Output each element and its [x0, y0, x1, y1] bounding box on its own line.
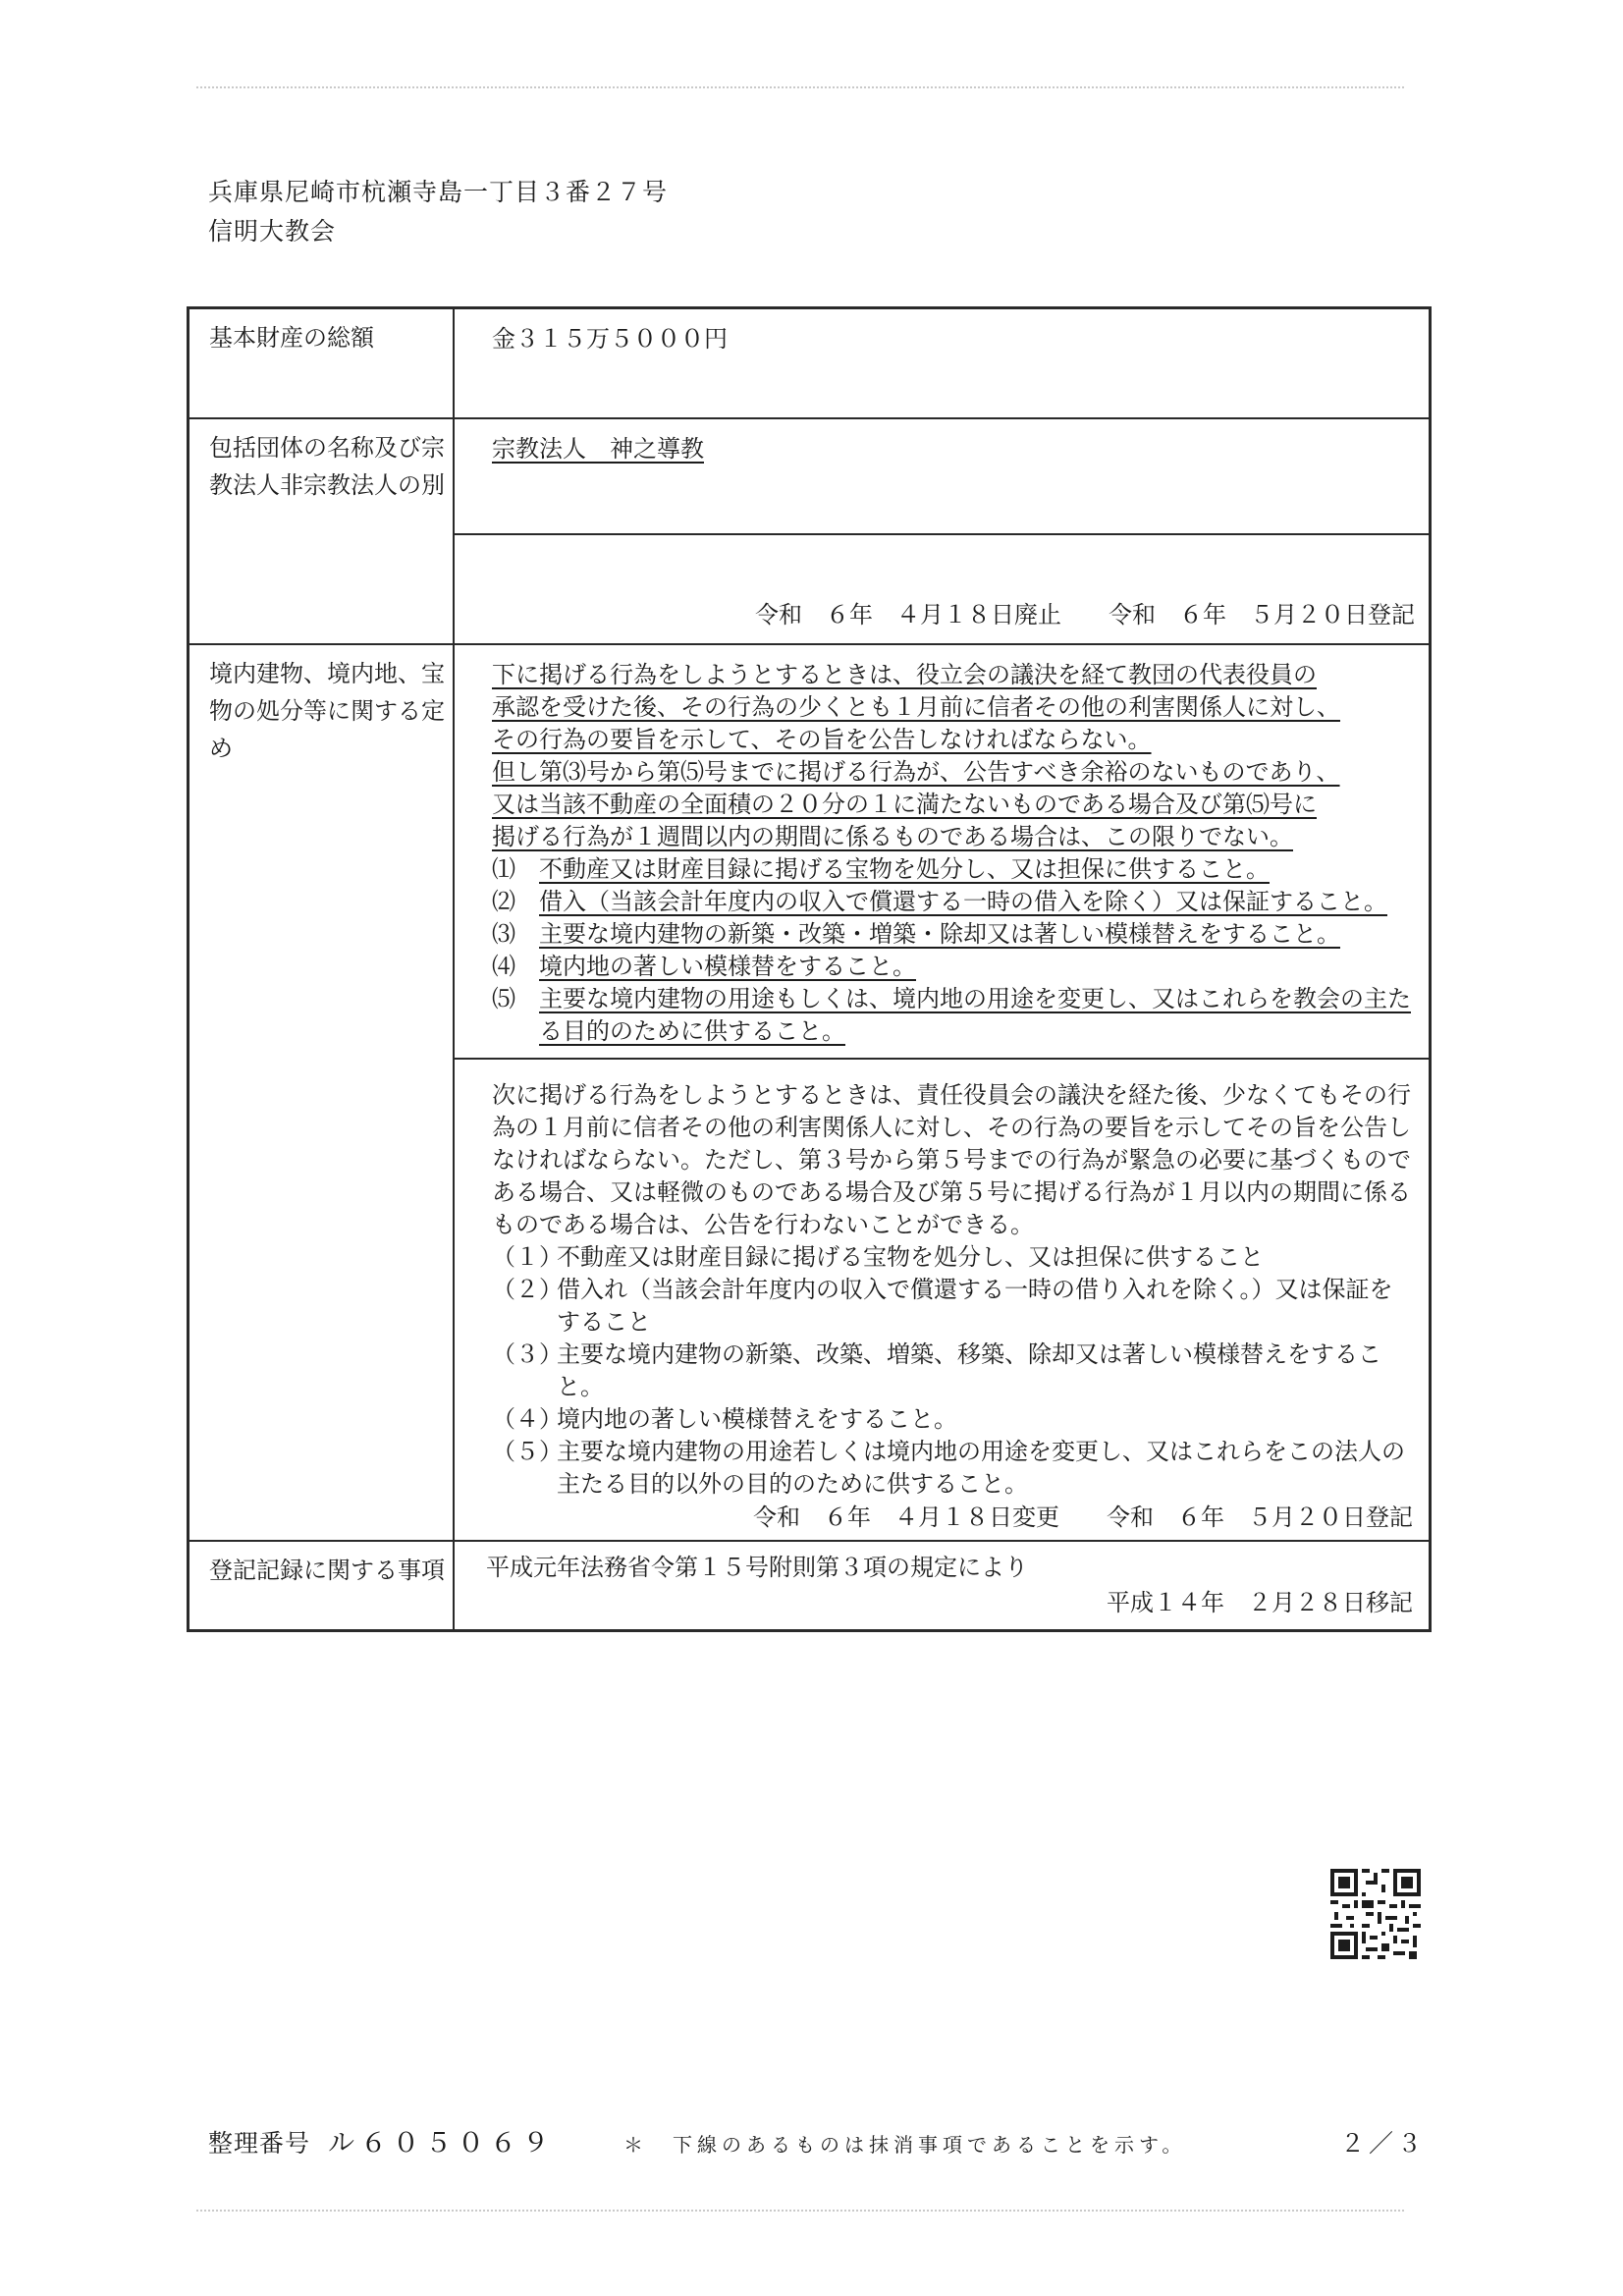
label-assets: 基本財産の総額 [189, 308, 455, 418]
label-disposal: 境内建物、境内地、宝物の処分等に関する定め [189, 644, 455, 1541]
assets-value: 金３１５万５０００円 [492, 325, 728, 353]
old-item-2 [492, 886, 1413, 918]
scan-edge-top [196, 86, 1404, 88]
disposal-registration: 令和 ６年 ４月１８日変更 令和 ６年 ５月２０日登記 [753, 1503, 1413, 1531]
old-item-5-text: 主要な境内建物の用途もしくは、境内地の用途を変更し、又はこれらを教会の主たる目的のために供すること。 [539, 984, 1411, 1045]
new-item-3-num: （３） [492, 1339, 563, 1368]
old-line-6: 掲げる行為が１週間以内の期間に係るものである場合は、この限りでない。 [492, 822, 1293, 850]
old-item-3-text: 主要な境内建物の新築・改築・増築・除却又は著しい模様替えをすること。 [539, 919, 1340, 948]
new-item-3-text: 主要な境内建物の新築、改築、増築、移築、除却又は著しい模様替えをすること。 [557, 1339, 1381, 1400]
new-item-4-num: （４） [492, 1404, 563, 1433]
new-item-4-text: 境内地の著しい模様替えをすること。 [557, 1404, 957, 1433]
umbrella-registration: 令和 ６年 ４月１８日廃止 令和 ６年 ５月２０日登記 [755, 600, 1415, 629]
underline-note: ＊ 下線のあるものは抹消事項であることを示す。 [623, 2133, 1187, 2157]
old-item-5 [492, 983, 1413, 1048]
row-record [189, 1541, 1431, 1631]
old-line-2: 承認を受けた後、その行為の少くとも１月前に信者その他の利害関係人に対し、 [492, 692, 1340, 721]
new-item-1-num: （１） [492, 1242, 563, 1271]
header-name: 信明大教会 [208, 217, 337, 246]
old-item-3 [492, 918, 1413, 951]
label-umbrella: 包括団体の名称及び宗教法人非宗教法人の別 [189, 418, 455, 644]
new-intro: 次に掲げる行為をしようとするときは、責任役員会の議決を経た後、少なくてもその行為の１月前に信者その他の利害関係人に対し、その行為の要旨を示してその旨を公告しなければならない。ただし、第３号から第５号までの行為が緊急の必要に基づくものである場合、又は軽微のものである場合及び第５号に掲げる行為が１月以内の期間に係るものである場合は、公告を行わないことができる。 [492, 1080, 1411, 1238]
qr-code-icon [1330, 1869, 1421, 1959]
old-item-3-num: ⑶ [492, 919, 515, 948]
new-item-4 [492, 1403, 1413, 1436]
scan-edge-bottom [196, 2210, 1404, 2212]
old-line-4: 但し第⑶号から第⑸号までに掲げる行為が、公告すべき余裕のないものであり、 [492, 757, 1340, 786]
old-item-2-num: ⑵ [492, 887, 515, 915]
record-registration: 平成１４年 ２月２８日移記 [1107, 1588, 1413, 1616]
header-address: 兵庫県尼崎市杭瀬寺島一丁目３番２７号 [208, 178, 669, 206]
footer [208, 2121, 1426, 2159]
old-item-4-num: ⑷ [492, 952, 515, 980]
content-record [454, 1541, 1431, 1631]
ref-number: ル６０５０６９ [328, 2128, 556, 2159]
content-disposal [454, 644, 1431, 1541]
old-item-5-num: ⑸ [492, 984, 515, 1012]
old-line-1: 下に掲げる行為をしようとするときは、役立会の議決を経て教団の代表役員の [492, 660, 1317, 688]
header [208, 173, 668, 251]
label-record: 登記記録に関する事項 [189, 1541, 455, 1631]
content-umbrella [454, 418, 1431, 644]
new-item-2 [492, 1274, 1413, 1339]
new-item-5-num: （５） [492, 1437, 563, 1465]
row-umbrella [189, 418, 1431, 644]
row-disposal [189, 644, 1431, 1541]
umbrella-value: 宗教法人 神之導教 [492, 434, 704, 463]
page-number: ２／３ [1339, 2129, 1426, 2158]
disposal-new [455, 1058, 1429, 1540]
old-item-1 [492, 853, 1413, 886]
new-item-5 [492, 1436, 1413, 1501]
row-assets [189, 308, 1431, 418]
old-item-1-text: 不動産又は財産目録に掲げる宝物を処分し、又は担保に供すること。 [539, 854, 1270, 883]
new-item-3 [492, 1339, 1413, 1403]
disposal-old [455, 645, 1429, 1058]
old-item-2-text: 借入（当該会計年度内の収入で償還する一時の借入を除く）又は保証すること。 [539, 887, 1387, 915]
old-line-3: その行為の要旨を示して、その旨を公告しなければならない。 [492, 725, 1152, 753]
ref-label: 整理番号 [208, 2129, 311, 2158]
old-item-1-num: ⑴ [492, 854, 515, 883]
new-item-1-text: 不動産又は財産目録に掲げる宝物を処分し、又は担保に供すること [557, 1242, 1264, 1271]
new-item-2-text: 借入れ（当該会計年度内の収入で償還する一時の借り入れを除く。）又は保証をすること [557, 1275, 1393, 1336]
old-item-4 [492, 951, 1413, 983]
new-item-1 [492, 1241, 1413, 1274]
new-item-2-num: （２） [492, 1275, 563, 1303]
register-table [187, 306, 1432, 1632]
old-item-4-text: 境内地の著しい模様替をすること。 [539, 952, 916, 980]
record-value: 平成元年法務省令第１５号附則第３項の規定により [486, 1553, 1028, 1581]
old-line-5: 又は当該不動産の全面積の２０分の１に満たないものである場合及び第⑸号に [492, 790, 1317, 818]
content-assets [454, 308, 1431, 418]
new-item-5-text: 主要な境内建物の用途若しくは境内地の用途を変更し、又はこれらをこの法人の主たる目的以外の目的のために供すること。 [557, 1437, 1405, 1498]
